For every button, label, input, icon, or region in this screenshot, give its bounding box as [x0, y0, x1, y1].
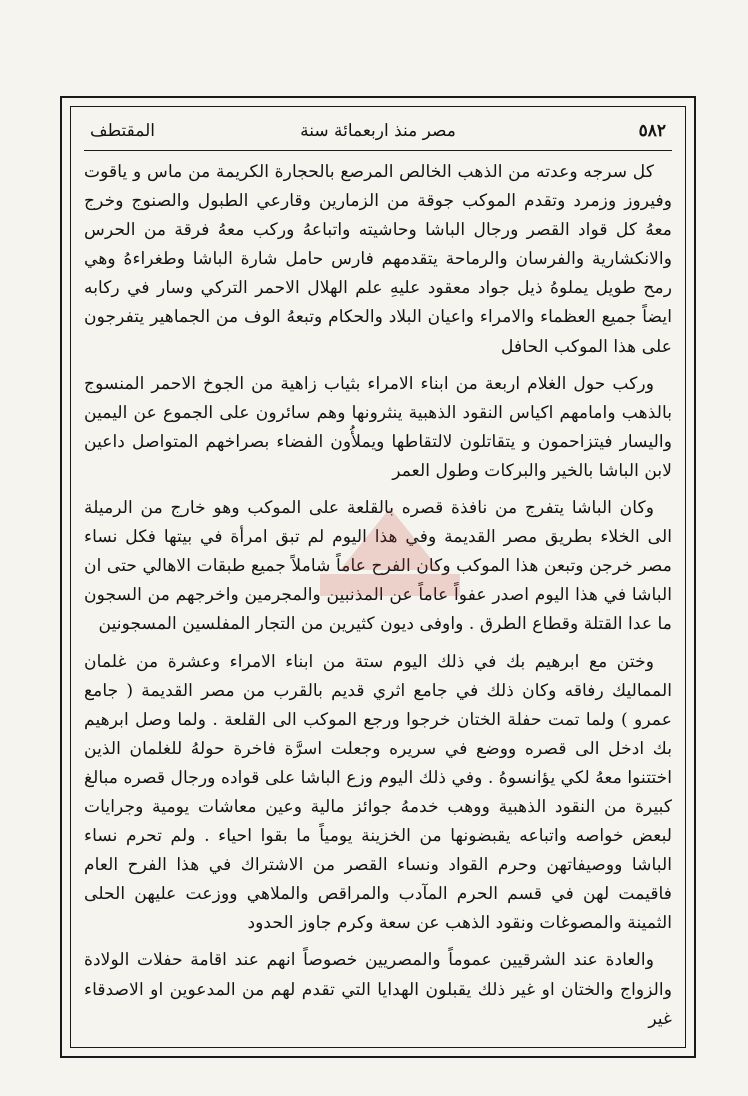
paragraph: والعادة عند الشرقيين عموماً والمصريين خصوصاً انهم عند اقامة حفلات الولادة والزواج والختان او غير ذلك يقبلون الهدايا التي تقدم لهم من المدعوين او الاصدقاء غير: [84, 950, 672, 1029]
running-title: مصر منذ اربعمائة سنة: [300, 121, 456, 141]
paragraph: وكان الباشا يتفرج من نافذة قصره بالقلعة على الموكب وهو خارج من الرميلة الى الخلاء بطريق مصر القديمة وفي هذا اليوم لم تبق امرأة في بيتها فكل نساء مصر خرجن وتبعن هذا الموكب وكان الفرح عاماً شاملاً جميع طبقات الاهالي حتى ان الباشا في هذا اليوم اصدر عفواً عاماً عن المذنبين والمجرمين واخرجهم من السجون ما عدا القتلة وقطاع الطرق . واوفى ديون كثيرين من التجار المفلسين المسجونين: [84, 498, 672, 635]
magazine-name: المقتطف: [90, 121, 156, 141]
paragraph: كل سرجه وعدته من الذهب الخالص المرصع بالحجارة الكريمة من ماس و ياقوت وفيروز وزمرد وتقدم الموكب جوقة من الزمارين وقارعي الطبول والصنوج وخرج معهُ كل قواد القصر ورجال الباشا وحاشيته واتباعهُ وركب معهُ فرقة من الحرس والانكشارية والفرسان والرماحة يتقدمهم فارس حامل شارة الباشا وطغراءهُ وهي رمح طويل يملوهُ ذيل جواد معقود عليهِ علم الهلال الاحمر التركي وسار في ركابه ايضاً جميع العظماء والامراء واعيان البلاد والحكام وتبعهُ الوف من الجماهير يتفرجون على هذا الموكب الحافل: [84, 162, 672, 357]
paragraph: وختن مع ابرهيم بك في ذلك اليوم ستة من ابناء الامراء وعشرة من غلمان المماليك رفاقه وكان ذلك في جامع اثري قديم بالقرب من مصر القديمة ( جامع عمرو ) ولما تمت حفلة الختان خرجوا ورجع الموكب الى القلعة . ولما وصل ابرهيم بك ادخل الى قصره ووضع في سريره وجعلت اسرَّة فاخرة حولهُ للغلمان الذين اختتنوا معهُ لكي يؤانسوهُ . وفي ذلك اليوم وزع الباشا على قواده ورجال قصره مبالغ كبيرة من النقود الذهبية ووهب خدمهُ جوائز مالية وعين معاشات يومية وجرايات لبعض خواصه واتباعه يقبضونها من الخزينة يومياً ما بقوا احياء . ولم تحرم نساء الباشا ووصيفاتهن وحرم القواد ونساء القصر من الاشتراك في هذا الفرح العام فاقيمت لهن في قسم الحرم المآدب والمراقص والملاهي ووزعت عليهن الحلى الثمينة والمصوغات ونقود الذهب عن سعة وكرم جاوز الحدود: [83, 651, 672, 934]
article-body: [84, 158, 672, 1043]
header-rule: [84, 150, 672, 151]
paragraph: وركب حول الغلام اربعة من ابناء الامراء بثياب زاهية من الجوخ الاحمر المنسوج بالذهب وامامهم اكياس النقود الذهبية ينثرونها وهم سائرون على الجموع عن اليمين واليسار فيتزاحمون و يتقاتلون لالتقاطها ويملأُون الفضاء بصراخهم المتواصل داعين لابن الباشا بالخير والبركات وطول العمر: [84, 373, 672, 481]
page-number: ٥٨٢: [638, 121, 666, 141]
running-header: [84, 116, 672, 146]
